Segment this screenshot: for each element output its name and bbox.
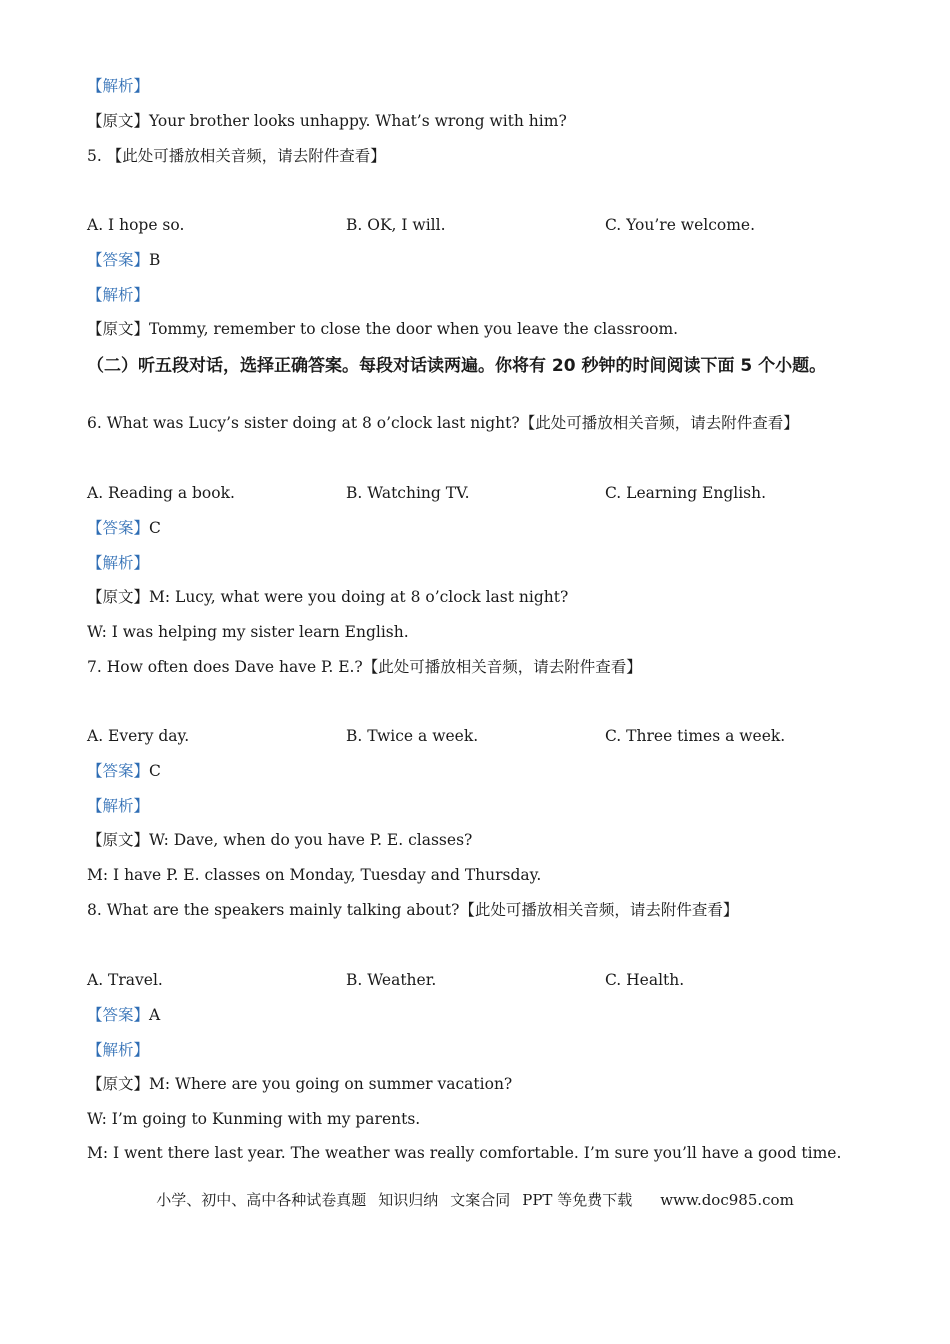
analysis-tag: 【解析】: [87, 286, 150, 304]
footer-part-3: 文案合同: [450, 1191, 511, 1209]
footer-url[interactable]: www.doc985.com: [660, 1191, 794, 1209]
q8-option-c: C. Health.: [605, 971, 685, 989]
q5-option-b: B. OK, I will.: [346, 216, 446, 234]
q7-answer: C: [149, 762, 161, 780]
q8-original-text: M: Where are you going on summer vacation?: [149, 1075, 513, 1093]
section-2-heading: （二）听五段对话，选择正确答案。每段对话读两遍。你将有 20 秒钟的时间阅读下面 5 个小题。: [87, 356, 827, 376]
q5-original-line: [87, 319, 678, 339]
q6-option-c: C. Learning English.: [605, 484, 767, 502]
answer-tag: 【答案】: [87, 251, 150, 269]
q7-dialog-line: M: I have P. E. classes on Monday, Tuesday and Thursday.: [87, 866, 542, 884]
q7-option-b: B. Twice a week.: [346, 727, 479, 745]
original-tag: 【原文】: [87, 320, 150, 338]
q6-answer-line: [87, 518, 161, 538]
original-tag: 【原文】: [87, 112, 150, 130]
original-tag: 【原文】: [87, 831, 150, 849]
q7-option-c: C. Three times a week.: [605, 727, 786, 745]
q5-option-c: C. You’re welcome.: [605, 216, 756, 234]
analysis-tag: 【解析】: [87, 77, 150, 95]
analysis-tag: 【解析】: [87, 797, 150, 815]
footer-part-2: 知识归纳: [378, 1191, 439, 1209]
footer-part-1: 小学、初中、高中各种试卷真题: [156, 1191, 367, 1209]
q5-option-a: A. I hope so.: [87, 216, 185, 234]
q6-option-b: B. Watching TV.: [346, 484, 470, 502]
question-7-stem: 7. How often does Dave have P. E.?【此处可播放相关音频，请去附件查看】: [87, 658, 642, 676]
analysis-tag: 【解析】: [87, 1041, 150, 1059]
footer-part-4: PPT 等免费下载: [522, 1191, 633, 1209]
q8-option-a: A. Travel.: [87, 971, 163, 989]
answer-tag: 【答案】: [87, 519, 150, 537]
q7-option-a: A. Every day.: [87, 727, 190, 745]
q6-answer: C: [149, 519, 161, 537]
q6-option-a: A. Reading a book.: [87, 484, 235, 502]
question-5-stem: 5. 【此处可播放相关音频，请去附件查看】: [87, 147, 386, 165]
answer-tag: 【答案】: [87, 762, 150, 780]
original-tag: 【原文】: [87, 588, 150, 606]
q7-answer-line: [87, 761, 161, 781]
page-footer: [0, 1190, 950, 1210]
question-6-stem: 6. What was Lucy’s sister doing at 8 o’clock last night?【此处可播放相关音频，请去附件查看】: [87, 414, 799, 432]
q6-dialog-line: W: I was helping my sister learn English.: [87, 623, 409, 641]
q8-answer: A: [149, 1006, 161, 1024]
question-8-stem: 8. What are the speakers mainly talking about?【此处可播放相关音频，请去附件查看】: [87, 901, 739, 919]
original-text-line: [87, 111, 567, 131]
original-tag: 【原文】: [87, 1075, 150, 1093]
q8-dialog-line-1: W: I’m going to Kunming with my parents.: [87, 1110, 421, 1128]
analysis-tag: 【解析】: [87, 554, 150, 572]
q8-dialog-line-2: M: I went there last year. The weather was really comfortable. I’m sure you’ll have a good time.: [87, 1144, 842, 1162]
q7-original-text: W: Dave, when do you have P. E. classes?: [149, 831, 473, 849]
q6-original-text: M: Lucy, what were you doing at 8 o’clock last night?: [149, 588, 569, 606]
q6-original-line: [87, 587, 568, 607]
q5-answer: B: [149, 251, 161, 269]
q5-original-text: Tommy, remember to close the door when you leave the classroom.: [149, 320, 679, 338]
q8-option-b: B. Weather.: [346, 971, 437, 989]
q5-answer-line: [87, 250, 160, 270]
q8-original-line: [87, 1074, 512, 1094]
answer-tag: 【答案】: [87, 1006, 150, 1024]
original-text: Your brother looks unhappy. What’s wrong with him?: [149, 112, 567, 130]
q7-original-line: [87, 830, 472, 850]
q8-answer-line: [87, 1005, 160, 1025]
